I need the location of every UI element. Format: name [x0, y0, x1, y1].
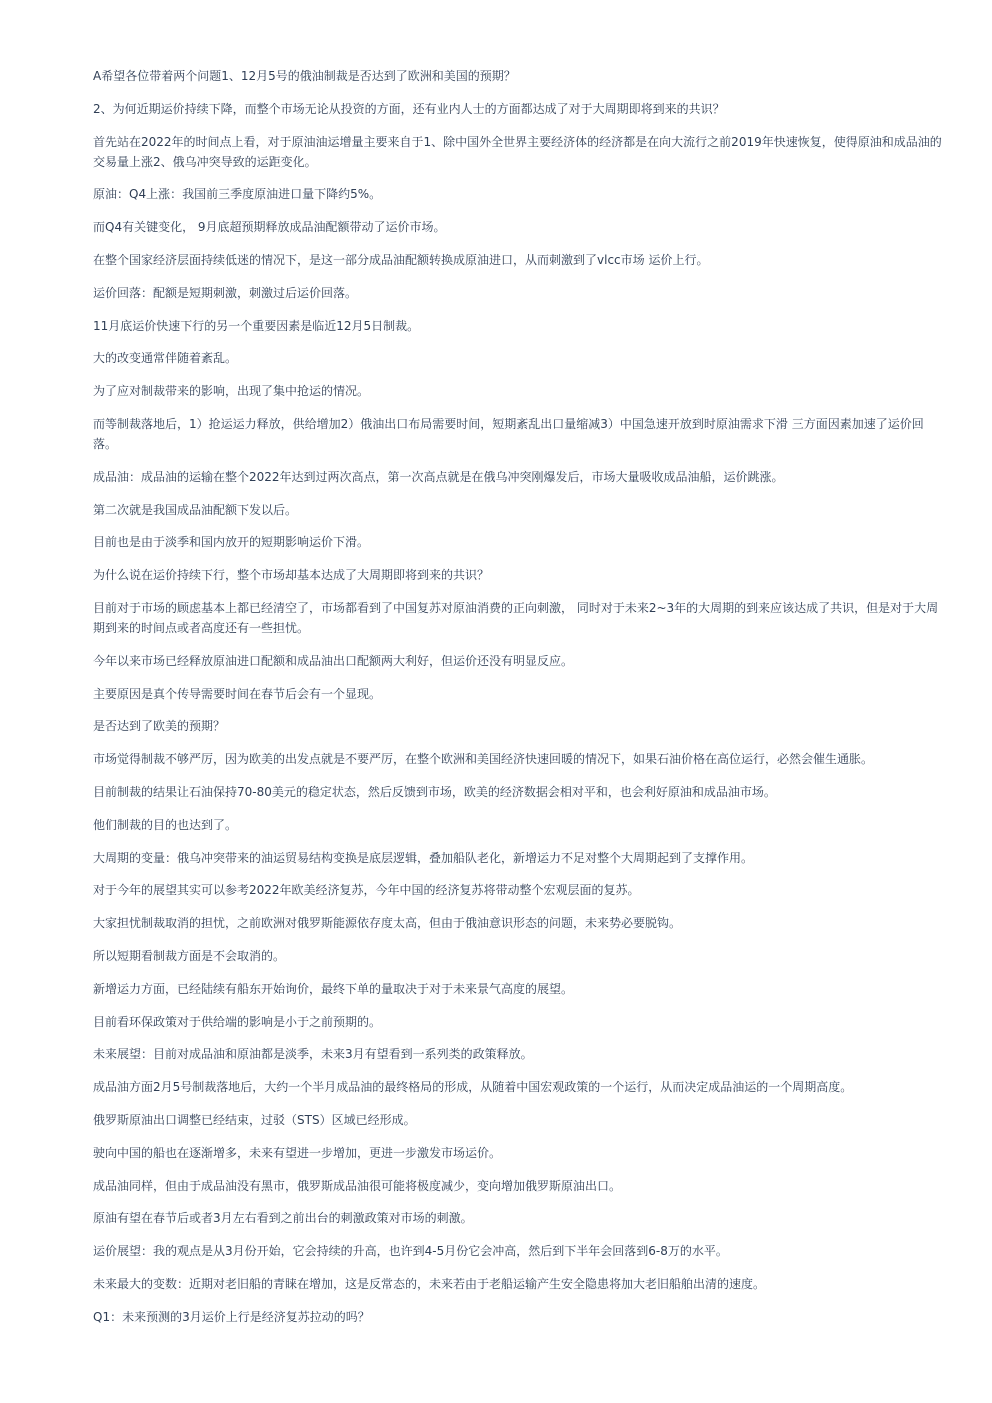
paragraph: 成品油方面2月5号制裁落地后，大约一个半月成品油的最终格局的形成，从随着中国宏观政策的一个运行，从而决定成品油运的一个周期高度。: [93, 1080, 853, 1095]
paragraph: 目前制裁的结果让石油保持70-80美元的稳定状态，然后反馈到市场，欧美的经济数据会相对平和，也会利好原油和成品油市场。: [93, 784, 776, 799]
paragraph: 市场觉得制裁不够严厉，因为欧美的出发点就是不要严厉，在整个欧洲和美国经济快速回暖的情况下，如果石油价格在高位运行，必然会催生通胀。: [93, 752, 874, 767]
paragraph: 主要原因是真个传导需要时间在春节后会有一个显现。: [93, 686, 382, 701]
paragraph: A希望各位带着两个问题1、12月5号的俄油制裁是否达到了欧洲和美国的预期？: [93, 69, 516, 83]
paragraph: 成品油同样，但由于成品油没有黑市，俄罗斯成品油很可能将极度减少，变向增加俄罗斯原油出口。: [93, 1178, 622, 1193]
paragraph: 目前也是由于淡季和国内放开的短期影响运价下滑。: [93, 535, 370, 550]
paragraph: 他们制裁的目的也达到了。: [93, 817, 238, 832]
paragraph: 驶向中国的船也在逐渐增多，未来有望进一步增加，更进一步激发市场运价。: [93, 1145, 502, 1160]
paragraph: 为什么说在运价持续下行，整个市场却基本达成了大周期即将到来的共识？: [93, 568, 490, 583]
paragraph: 目前看环保政策对于供给端的影响是小于之前预期的。: [93, 1014, 382, 1029]
paragraph: 大周期的变量：俄乌冲突带来的油运贸易结构变换是底层逻辑，叠加船队老化，新增运力不足对整个大周期起到了支撑作用。: [93, 850, 754, 865]
paragraph: 在整个国家经济层面持续低迷的情况下，是这一部分成品油配额转换成原油进口，从而刺激到了vlcc市场 运价上行。: [93, 252, 709, 267]
paragraph: Q1：未来预测的3月运价上行是经济复苏拉动的吗？: [93, 1309, 370, 1324]
paragraph: 2、为何近期运价持续下降，而整个市场无论从投资的方面，还有业内人士的方面都达成了对于大周期即将到来的共识？: [93, 101, 725, 116]
paragraph: 所以短期看制裁方面是不会取消的。: [93, 948, 286, 963]
paragraph: 原油有望在春节后或者3月左右看到之前出台的刺激政策对市场的刺激。: [93, 1211, 473, 1226]
paragraph: 为了应对制裁带来的影响，出现了集中抢运的情况。: [93, 384, 370, 399]
paragraph: 而Q4有关键变化， 9月底超预期释放成品油配额带动了运价市场。: [93, 220, 446, 235]
paragraph: 未来展望：目前对成品油和原油都是淡季，未来3月有望看到一系列类的政策释放。: [93, 1047, 533, 1062]
paragraph: 而等制裁落地后，1）抢运运力释放，供给增加2）俄油出口布局需要时间，短期紊乱出口量缩减3）中国急速开放到时原油需求下滑 三方面因素加速了运价回落。: [93, 416, 924, 451]
paragraph: 成品油：成品油的运输在整个2022年达到过两次高点，第一次高点就是在俄乌冲突刚爆发后，市场大量吸收成品油船，运价跳涨。: [93, 469, 784, 484]
paragraph: 首先站在2022年的时间点上看，对于原油油运增量主要来自于1、除中国外全世界主要经济体的经济都是在向大流行之前2019年快速恢复，使得原油和成品油的交易量上涨2、俄乌冲突导致的运距变化。: [93, 134, 942, 169]
paragraph: 第二次就是我国成品油配额下发以后。: [93, 502, 298, 517]
paragraph: 11月底运价快速下行的另一个重要因素是临近12月5日制裁。: [93, 318, 420, 333]
paragraph: 运价展望：我的观点是从3月份开始，它会持续的升高，也许到4-5月份它会冲高，然后到下半年会回落到6-8万的水平。: [93, 1244, 728, 1259]
paragraph: 原油：Q4上涨：我国前三季度原油进口量下降约5%。: [93, 187, 382, 202]
document-body: [93, 66, 943, 1339]
paragraph: 俄罗斯原油出口调整已经结束，过驳（STS）区域已经形成。: [93, 1112, 416, 1127]
paragraph: 大家担忧制裁取消的担忧，之前欧洲对俄罗斯能源依存度太高，但由于俄油意识形态的问题，未来势必要脱钩。: [93, 916, 682, 931]
paragraph: 新增运力方面，已经陆续有船东开始询价，最终下单的量取决于对于未来景气高度的展望。: [93, 981, 574, 996]
paragraph: 目前对于市场的顾虑基本上都已经清空了，市场都看到了中国复苏对原油消费的正向刺激， 同时对于未来2~3年的大周期的到来应该达成了共识，但是对于大周期到来的时间点或者高度还有一些担忧。: [93, 600, 939, 635]
paragraph: 对于今年的展望其实可以参考2022年欧美经济复苏，今年中国的经济复苏将带动整个宏观层面的复苏。: [93, 883, 640, 898]
paragraph: 大的改变通常伴随着紊乱。: [93, 351, 238, 366]
paragraph: 未来最大的变数：近期对老旧船的青睐在增加，这是反常态的，未来若由于老船运输产生安全隐患将加大老旧船舶出清的速度。: [93, 1276, 766, 1291]
paragraph: 今年以来市场已经释放原油进口配额和成品油出口配额两大利好，但运价还没有明显反应。: [93, 653, 574, 668]
paragraph: 是否达到了欧美的预期？: [93, 719, 226, 734]
paragraph: 运价回落：配额是短期刺激，刺激过后运价回落。: [93, 285, 358, 300]
